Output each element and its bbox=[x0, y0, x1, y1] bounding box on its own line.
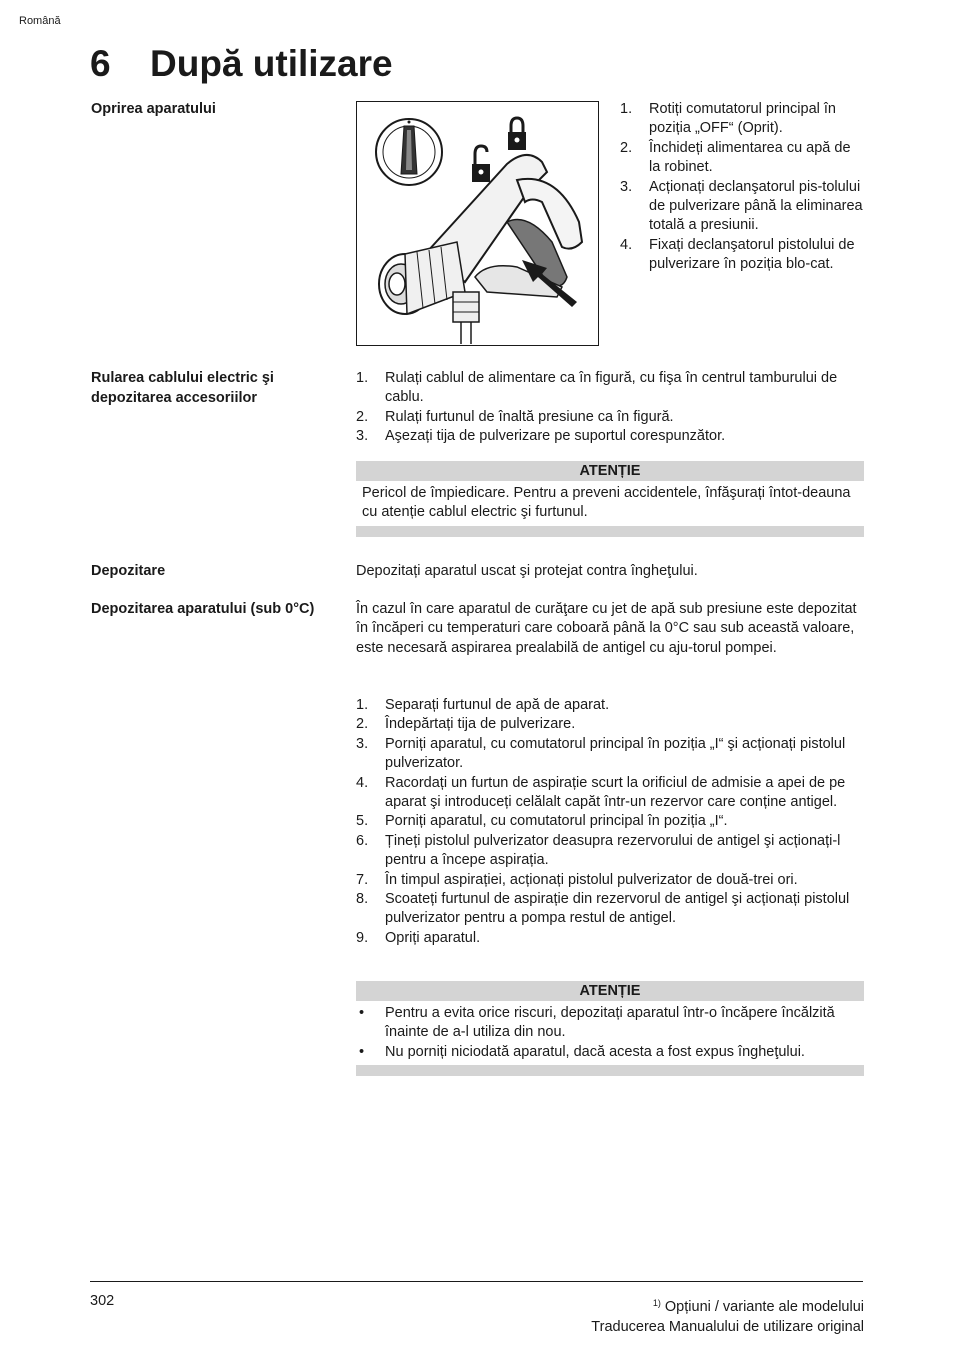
list-item: 4. Fixați declanşatorul pistolului de pulverizare în poziția blo-cat. bbox=[620, 236, 855, 273]
list-item: 6. Țineți pistolul pulverizator deasupra rezervorului de antigel şi acționați-l pentru a începe aspirația. bbox=[356, 832, 841, 869]
warning-footer-bar bbox=[356, 526, 864, 537]
list-item: 2. Îndepărtați tija de pulverizare. bbox=[356, 716, 576, 733]
warning-box-cable bbox=[356, 461, 864, 537]
section-title-storage: Depozitare bbox=[91, 563, 166, 579]
list-item: 1. Separați furtunul de apă de aparat. bbox=[356, 697, 610, 713]
page-number: 302 bbox=[90, 1293, 115, 1309]
section-title-stop: Oprirea aparatului bbox=[91, 101, 216, 117]
chapter-title: După utilizare bbox=[150, 43, 393, 84]
list-item: • Nu porniți niciodată aparatul, dacă acesta a fost expus îngheţului. bbox=[359, 1043, 805, 1060]
frost-steps bbox=[356, 696, 864, 948]
language-label: Română bbox=[19, 15, 61, 27]
footer-divider bbox=[90, 1281, 863, 1282]
list-item: 2. Rulați furtunul de înaltă presiune ca în figură. bbox=[356, 408, 674, 425]
list-item: 3. Acționați declanşatorul pis-tolului de pulverizare până la eliminarea totală a presiunii. bbox=[620, 178, 863, 234]
list-item: 4. Racordați un furtun de aspirație scurt la orificiul de admisie a apei de pe aparat şi introduceți celălalt capăt într-un rezervor care conține antigel. bbox=[356, 774, 846, 811]
list-item: 3. Porniți aparatul, cu comutatorul principal în poziția „I“ şi acționați pistolul pulverizator. bbox=[356, 735, 846, 772]
list-item: 3. Aşezați tija de pulverizare pe suportul corespunzător. bbox=[356, 428, 726, 445]
storage-text: Depozitați aparatul uscat şi protejat contra îngheţului. bbox=[356, 563, 698, 579]
list-item: 1. Rotiți comutatorul principal în poziția „OFF“ (Oprit). bbox=[620, 101, 836, 137]
cable-steps bbox=[356, 369, 864, 447]
warning-label: ATENȚIE bbox=[356, 981, 864, 1001]
footnote: $^{1)}$ Opțiuni / variante ale modelului bbox=[652, 1298, 864, 1315]
list-item: 1. Rulați cablul de alimentare ca în figură, cu fişa în centrul tamburului de cablu. bbox=[356, 370, 838, 406]
list-item: 9. Opriți aparatul. bbox=[356, 929, 481, 946]
section-title-cable: Rularea cablului electric şi depozitarea accesoriilor bbox=[91, 370, 274, 406]
warning-footer-bar bbox=[356, 1065, 864, 1076]
footer-notes bbox=[591, 1293, 864, 1337]
warning-text: Pericol de împiedicare. Pentru a preveni accidentele, înfăşurați întot-deauna cu atenție cablul electric şi furtunul. bbox=[362, 485, 851, 521]
section-title-frost: Depozitarea aparatului (sub 0°C) bbox=[91, 601, 315, 617]
list-item: 2. Închideți alimentarea cu apă de la robinet. bbox=[620, 139, 851, 176]
lock-open-icon bbox=[472, 146, 490, 182]
warning-bullets bbox=[356, 1001, 864, 1065]
chapter-heading bbox=[90, 40, 393, 88]
warning-label: ATENȚIE bbox=[356, 461, 864, 481]
spray-gun-figure bbox=[356, 101, 599, 346]
frost-intro: În cazul în care aparatul de curăţare cu jet de apă sub presiune este depozitat în încăperi cu temperaturi care coboară până la 0°C sau sub această valoare, este necesară aspirarea prealabilă de antigel cu aju-torul pompei. bbox=[356, 601, 857, 656]
list-item: • Pentru a evita orice riscuri, depozitați aparatul într-o încăpere încălzită înainte de a-l utiliza din nou. bbox=[359, 1005, 835, 1041]
stop-steps bbox=[620, 100, 864, 275]
translation-note: Traducerea Manualului de utilizare original bbox=[591, 1319, 864, 1335]
warning-box-frost bbox=[356, 981, 864, 1076]
lock-closed-icon bbox=[508, 118, 526, 150]
list-item: 5. Porniți aparatul, cu comutatorul principal în poziția „I“. bbox=[356, 813, 728, 830]
list-item: 7. În timpul aspirației, acționați pistolul pulverizator de două-trei ori. bbox=[356, 871, 798, 888]
list-item: 8. Scoateți furtunul de aspirație din rezervorul de antigel şi acționați pistolul pulverizator pentru a pompa restul de antigel. bbox=[356, 891, 850, 927]
spray-gun-illustration bbox=[357, 102, 598, 345]
chapter-number: 6 bbox=[90, 43, 111, 84]
